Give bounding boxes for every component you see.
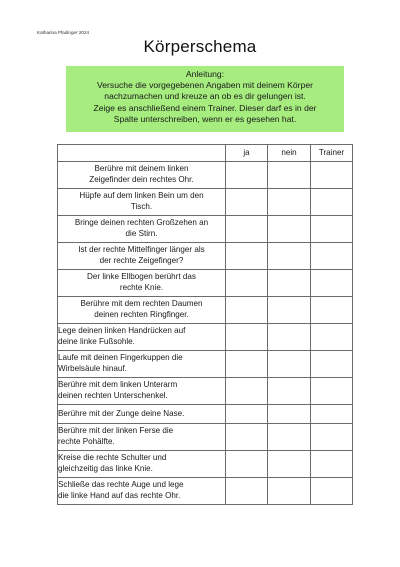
trainer-signature-cell[interactable] xyxy=(311,405,353,424)
nein-checkbox-cell[interactable] xyxy=(268,324,311,351)
nein-checkbox-cell[interactable] xyxy=(268,424,311,451)
nein-checkbox-cell[interactable] xyxy=(268,243,311,270)
task-text-line: Bringe deinen rechten Großzehen an xyxy=(74,218,209,228)
header-task xyxy=(58,145,226,162)
task-text-line: die Stirn. xyxy=(125,229,158,238)
task-text-line: der rechte Zeigefinger? xyxy=(99,256,184,265)
task-text-line: Tisch. xyxy=(130,202,153,211)
nein-checkbox-cell[interactable] xyxy=(268,297,311,324)
task-text-line: Berühre mit dem linken Unterarm xyxy=(58,380,178,390)
author-credit: Katharina Pfadinger 2024 xyxy=(37,30,90,35)
nein-checkbox-cell[interactable] xyxy=(268,189,311,216)
ja-checkbox-cell[interactable] xyxy=(226,297,268,324)
nein-checkbox-cell[interactable] xyxy=(268,378,311,405)
task-text-line: Ist der rechte Mittelfinger länger als xyxy=(78,245,205,255)
ja-checkbox-cell[interactable] xyxy=(226,378,268,405)
task-cell xyxy=(58,216,226,243)
page-title: Körperschema xyxy=(143,37,257,56)
ja-checkbox-cell[interactable] xyxy=(226,324,268,351)
table-row xyxy=(58,378,353,405)
task-text-line: Der linke Ellbogen berührt das xyxy=(87,272,196,282)
trainer-signature-cell[interactable] xyxy=(311,270,353,297)
instructions-heading: Anleitung: xyxy=(185,69,225,79)
ja-checkbox-cell[interactable] xyxy=(226,162,268,189)
trainer-signature-cell[interactable] xyxy=(311,324,353,351)
trainer-signature-cell[interactable] xyxy=(311,216,353,243)
instructions-line: Zeige es anschließend einem Trainer. Dieser darf es in der xyxy=(93,102,317,113)
trainer-signature-cell[interactable] xyxy=(311,297,353,324)
trainer-signature-cell[interactable] xyxy=(311,451,353,478)
task-text-line: Zeigefinder dein rechtes Ohr. xyxy=(89,175,194,184)
table-row xyxy=(58,189,353,216)
table-row xyxy=(58,270,353,297)
table-row xyxy=(58,162,353,189)
trainer-signature-cell[interactable] xyxy=(311,424,353,451)
task-text-line: Lege deinen linken Handrücken auf xyxy=(58,326,186,336)
nein-checkbox-cell[interactable] xyxy=(268,216,311,243)
task-table xyxy=(57,144,353,505)
task-cell xyxy=(58,478,226,505)
table-row xyxy=(58,424,353,451)
task-text-line: Kreise die rechte Schulter und xyxy=(58,453,167,463)
task-text-line: deinen rechten Unterschenkel. xyxy=(58,391,168,400)
ja-checkbox-cell[interactable] xyxy=(226,478,268,505)
nein-checkbox-cell[interactable] xyxy=(268,478,311,505)
task-text-line: Berühre mit dem rechten Daumen xyxy=(80,299,203,309)
ja-checkbox-cell[interactable] xyxy=(226,351,268,378)
task-text-line: Laufe mit deinen Fingerkuppen die xyxy=(58,353,183,363)
table-row xyxy=(58,451,353,478)
instructions-line: Versuche die vorgegebenen Angaben mit deinem Körper xyxy=(97,80,313,91)
instructions-box xyxy=(66,66,344,132)
table-row xyxy=(58,216,353,243)
task-text-line: Berühre mit der Zunge deine Nase. xyxy=(58,408,185,418)
trainer-signature-cell[interactable] xyxy=(311,378,353,405)
trainer-signature-cell[interactable] xyxy=(311,351,353,378)
task-cell xyxy=(58,243,226,270)
table-header-row xyxy=(58,145,353,162)
header-trainer: Trainer xyxy=(311,145,353,162)
table-row xyxy=(58,351,353,378)
ja-checkbox-cell[interactable] xyxy=(226,243,268,270)
task-text-line: Wirbelsäule hinauf. xyxy=(58,364,127,373)
instructions-line: Spalte unterschreiben, wenn er es gesehen hat. xyxy=(113,113,297,124)
table-row xyxy=(58,324,353,351)
nein-checkbox-cell[interactable] xyxy=(268,451,311,478)
trainer-signature-cell[interactable] xyxy=(311,189,353,216)
ja-checkbox-cell[interactable] xyxy=(226,216,268,243)
nein-checkbox-cell[interactable] xyxy=(268,351,311,378)
nein-checkbox-cell[interactable] xyxy=(268,405,311,424)
task-text-line: Berühre mit der linken Ferse die xyxy=(58,426,174,436)
instructions-line: nachzumachen und kreuze an ob es dir gelungen ist. xyxy=(104,91,306,102)
header-ja: ja xyxy=(226,145,268,162)
ja-checkbox-cell[interactable] xyxy=(226,424,268,451)
task-text-line: deine linke Fußsohle. xyxy=(58,337,135,346)
task-text-line: rechte Knie. xyxy=(119,283,164,292)
ja-checkbox-cell[interactable] xyxy=(226,270,268,297)
trainer-signature-cell[interactable] xyxy=(311,478,353,505)
task-cell xyxy=(58,324,226,351)
task-cell xyxy=(58,270,226,297)
task-text-line: Berühre mit deinem linken xyxy=(94,164,189,174)
task-cell xyxy=(58,451,226,478)
task-cell xyxy=(58,424,226,451)
header-nein: nein xyxy=(268,145,311,162)
table-row xyxy=(58,243,353,270)
trainer-signature-cell[interactable] xyxy=(311,243,353,270)
task-text-line: gleichzeitig das linke Knie. xyxy=(58,464,153,473)
trainer-signature-cell[interactable] xyxy=(311,162,353,189)
task-text-line: die linke Hand auf das rechte Ohr. xyxy=(58,491,181,500)
ja-checkbox-cell[interactable] xyxy=(226,189,268,216)
task-text-line: Schließe das rechte Auge und lege xyxy=(58,480,184,490)
task-cell xyxy=(58,351,226,378)
task-cell xyxy=(58,405,226,424)
task-cell xyxy=(58,162,226,189)
task-cell xyxy=(58,297,226,324)
task-text-line: Hüpfe auf dem linken Bein um den xyxy=(79,191,204,201)
task-cell xyxy=(58,378,226,405)
table-row xyxy=(58,405,353,424)
ja-checkbox-cell[interactable] xyxy=(226,451,268,478)
task-cell xyxy=(58,189,226,216)
nein-checkbox-cell[interactable] xyxy=(268,162,311,189)
table-row xyxy=(58,478,353,505)
task-text-line: deinen rechten Ringfinger. xyxy=(94,310,189,319)
ja-checkbox-cell[interactable] xyxy=(226,405,268,424)
table-row xyxy=(58,297,353,324)
nein-checkbox-cell[interactable] xyxy=(268,270,311,297)
task-text-line: rechte Pohälfte. xyxy=(58,437,115,446)
